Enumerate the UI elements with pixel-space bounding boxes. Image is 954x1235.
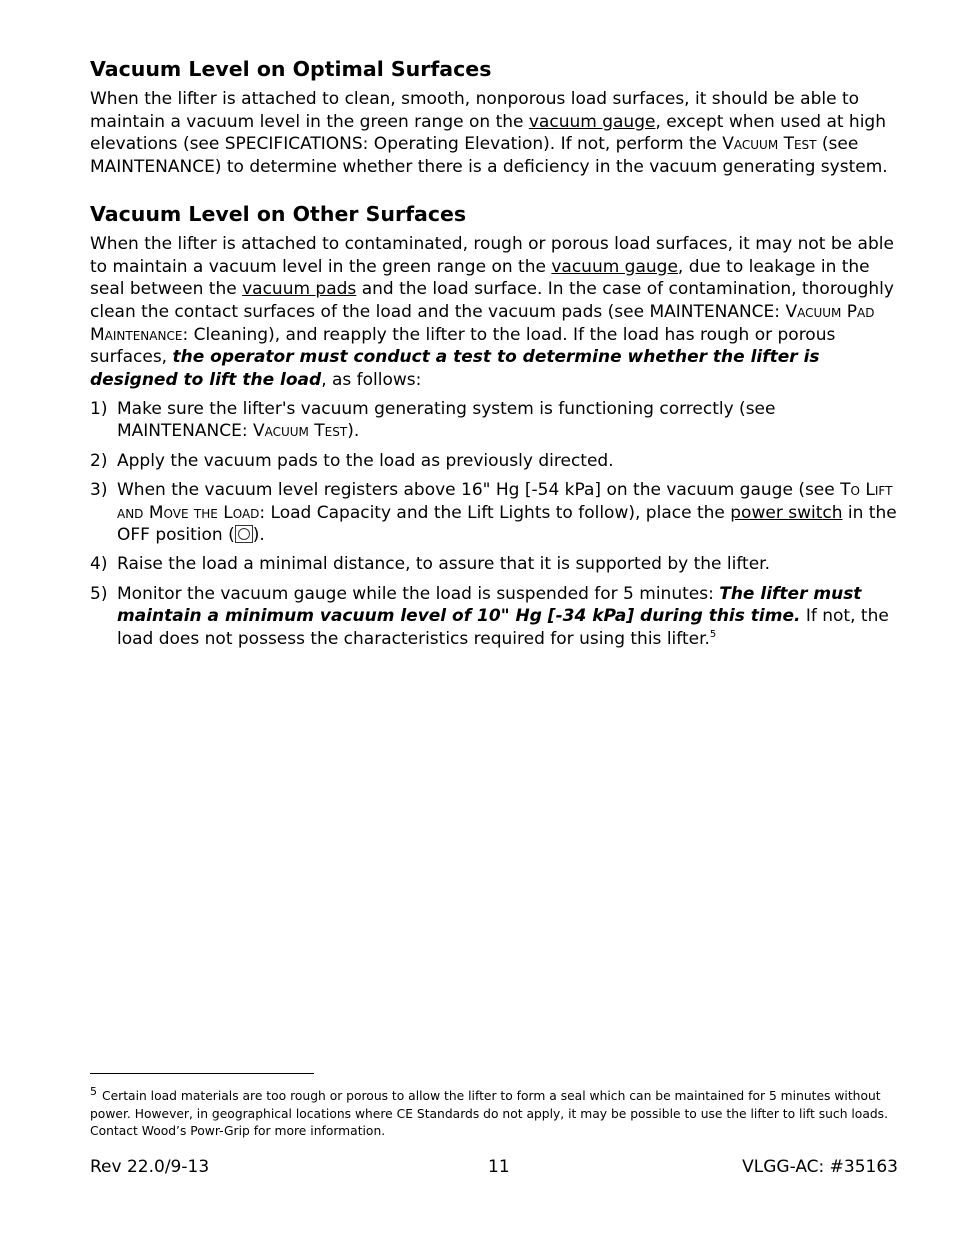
power-switch-link[interactable]: power switch [730,502,843,523]
text: , due to leakage in the seal between the [90,256,870,300]
list-item [90,398,898,443]
footnote-divider [90,1073,314,1074]
text: When the lifter is attached to clean, smooth, nonporous load surfaces, it should be able to maintain a vacuum level in the green range on the [90,89,860,132]
list-number: 5) [90,583,108,604]
off-position-icon [235,525,253,543]
text: ). [252,525,265,546]
list-number: 3) [90,479,108,500]
page-footer [90,1157,898,1179]
text: ). [347,421,360,442]
section-heading-other: Vacuum Level on Other Surfaces [90,201,467,226]
text: : Load Capacity and the Lift Lights to follow), place the [259,502,731,523]
text: If not, the load does not possess the characteristics required for using this lifter. [117,606,889,650]
revision-label: Rev 22.0/9-13 [90,1157,210,1177]
list-number: 2) [90,450,108,471]
list-item [90,583,898,651]
text: : Cleaning), and reapply the lifter to the load. If the load has rough or porous surfaces, [90,324,836,368]
emphasis-text: the operator must conduct a test to determine whether the lifter is designed to lift the load [90,347,820,391]
text: and the load surface. In the case of contamination, thoroughly clean the contact surfaces of the load and the vacuum pads (see MAINTENANCE: [90,279,894,322]
text: Make sure the lifter's vacuum generating system is functioning correctly (see MAINTENANCE: [117,398,776,442]
vacuum-test-ref: Vacuum Test [722,134,817,155]
document-id: VLGG-AC: #35163 [742,1157,898,1177]
text: When the lifter is attached to contaminated, rough or porous load surfaces, it may not be able to maintain a vacuum level in the green range on the [90,233,894,277]
section-heading-optimal: Vacuum Level on Optimal Surfaces [90,57,492,81]
test-steps-list [90,398,898,651]
footnote [90,1085,905,1141]
text: Raise the load a minimal distance, to assure that it is supported by the lifter. [117,554,771,575]
page-number: 11 [488,1157,510,1177]
footnote-ref[interactable]: 5 [709,629,717,641]
page-content [90,56,898,657]
text: , except when used at high elevations (see SPECIFICATIONS: Operating Elevation). If not, perform the [90,111,886,155]
vacuum-gauge-link[interactable]: vacuum gauge [528,111,656,132]
to-lift-move-load-ref: To Lift and Move the Load [117,479,893,523]
list-item [90,450,898,473]
text: , as follows: [321,370,422,391]
paragraph-optimal [90,88,898,179]
footnote-text: Certain load materials are too rough or porous to allow the lifter to form a seal which can be maintained for 5 minutes without power. However, in geographical locations where CE Standards do not apply, it may be possible to use the lifter to lift such loads. Contact Wood’s Powr-Grip for more information. [90,1089,888,1138]
vacuum-pad-maintenance-ref: Vacuum Pad Maintenance [90,301,875,345]
list-number: 4) [90,554,108,575]
text: Apply the vacuum pads to the load as previously directed. [117,450,614,471]
text: When the vacuum level registers above 16" Hg [-54 kPa] on the vacuum gauge (see [117,479,841,500]
paragraph-other [90,233,898,392]
footnote-number: 5 [90,1085,97,1098]
text: in the OFF position ( [117,502,897,546]
list-item [90,479,898,547]
vacuum-pads-link[interactable]: vacuum pads [242,279,357,300]
text: (see MAINTENANCE) to determine whether there is a deficiency in the vacuum generating system. [90,134,888,178]
list-number: 1) [90,398,108,419]
list-item [90,553,898,576]
emphasis-text: The lifter must maintain a minimum vacuum level of 10" Hg [-34 kPa] during this time. [117,583,862,627]
text: Monitor the vacuum gauge while the load is suspended for 5 minutes: [117,583,720,604]
vacuum-gauge-link[interactable]: vacuum gauge [551,256,678,277]
vacuum-test-ref: Vacuum Test [252,421,348,442]
